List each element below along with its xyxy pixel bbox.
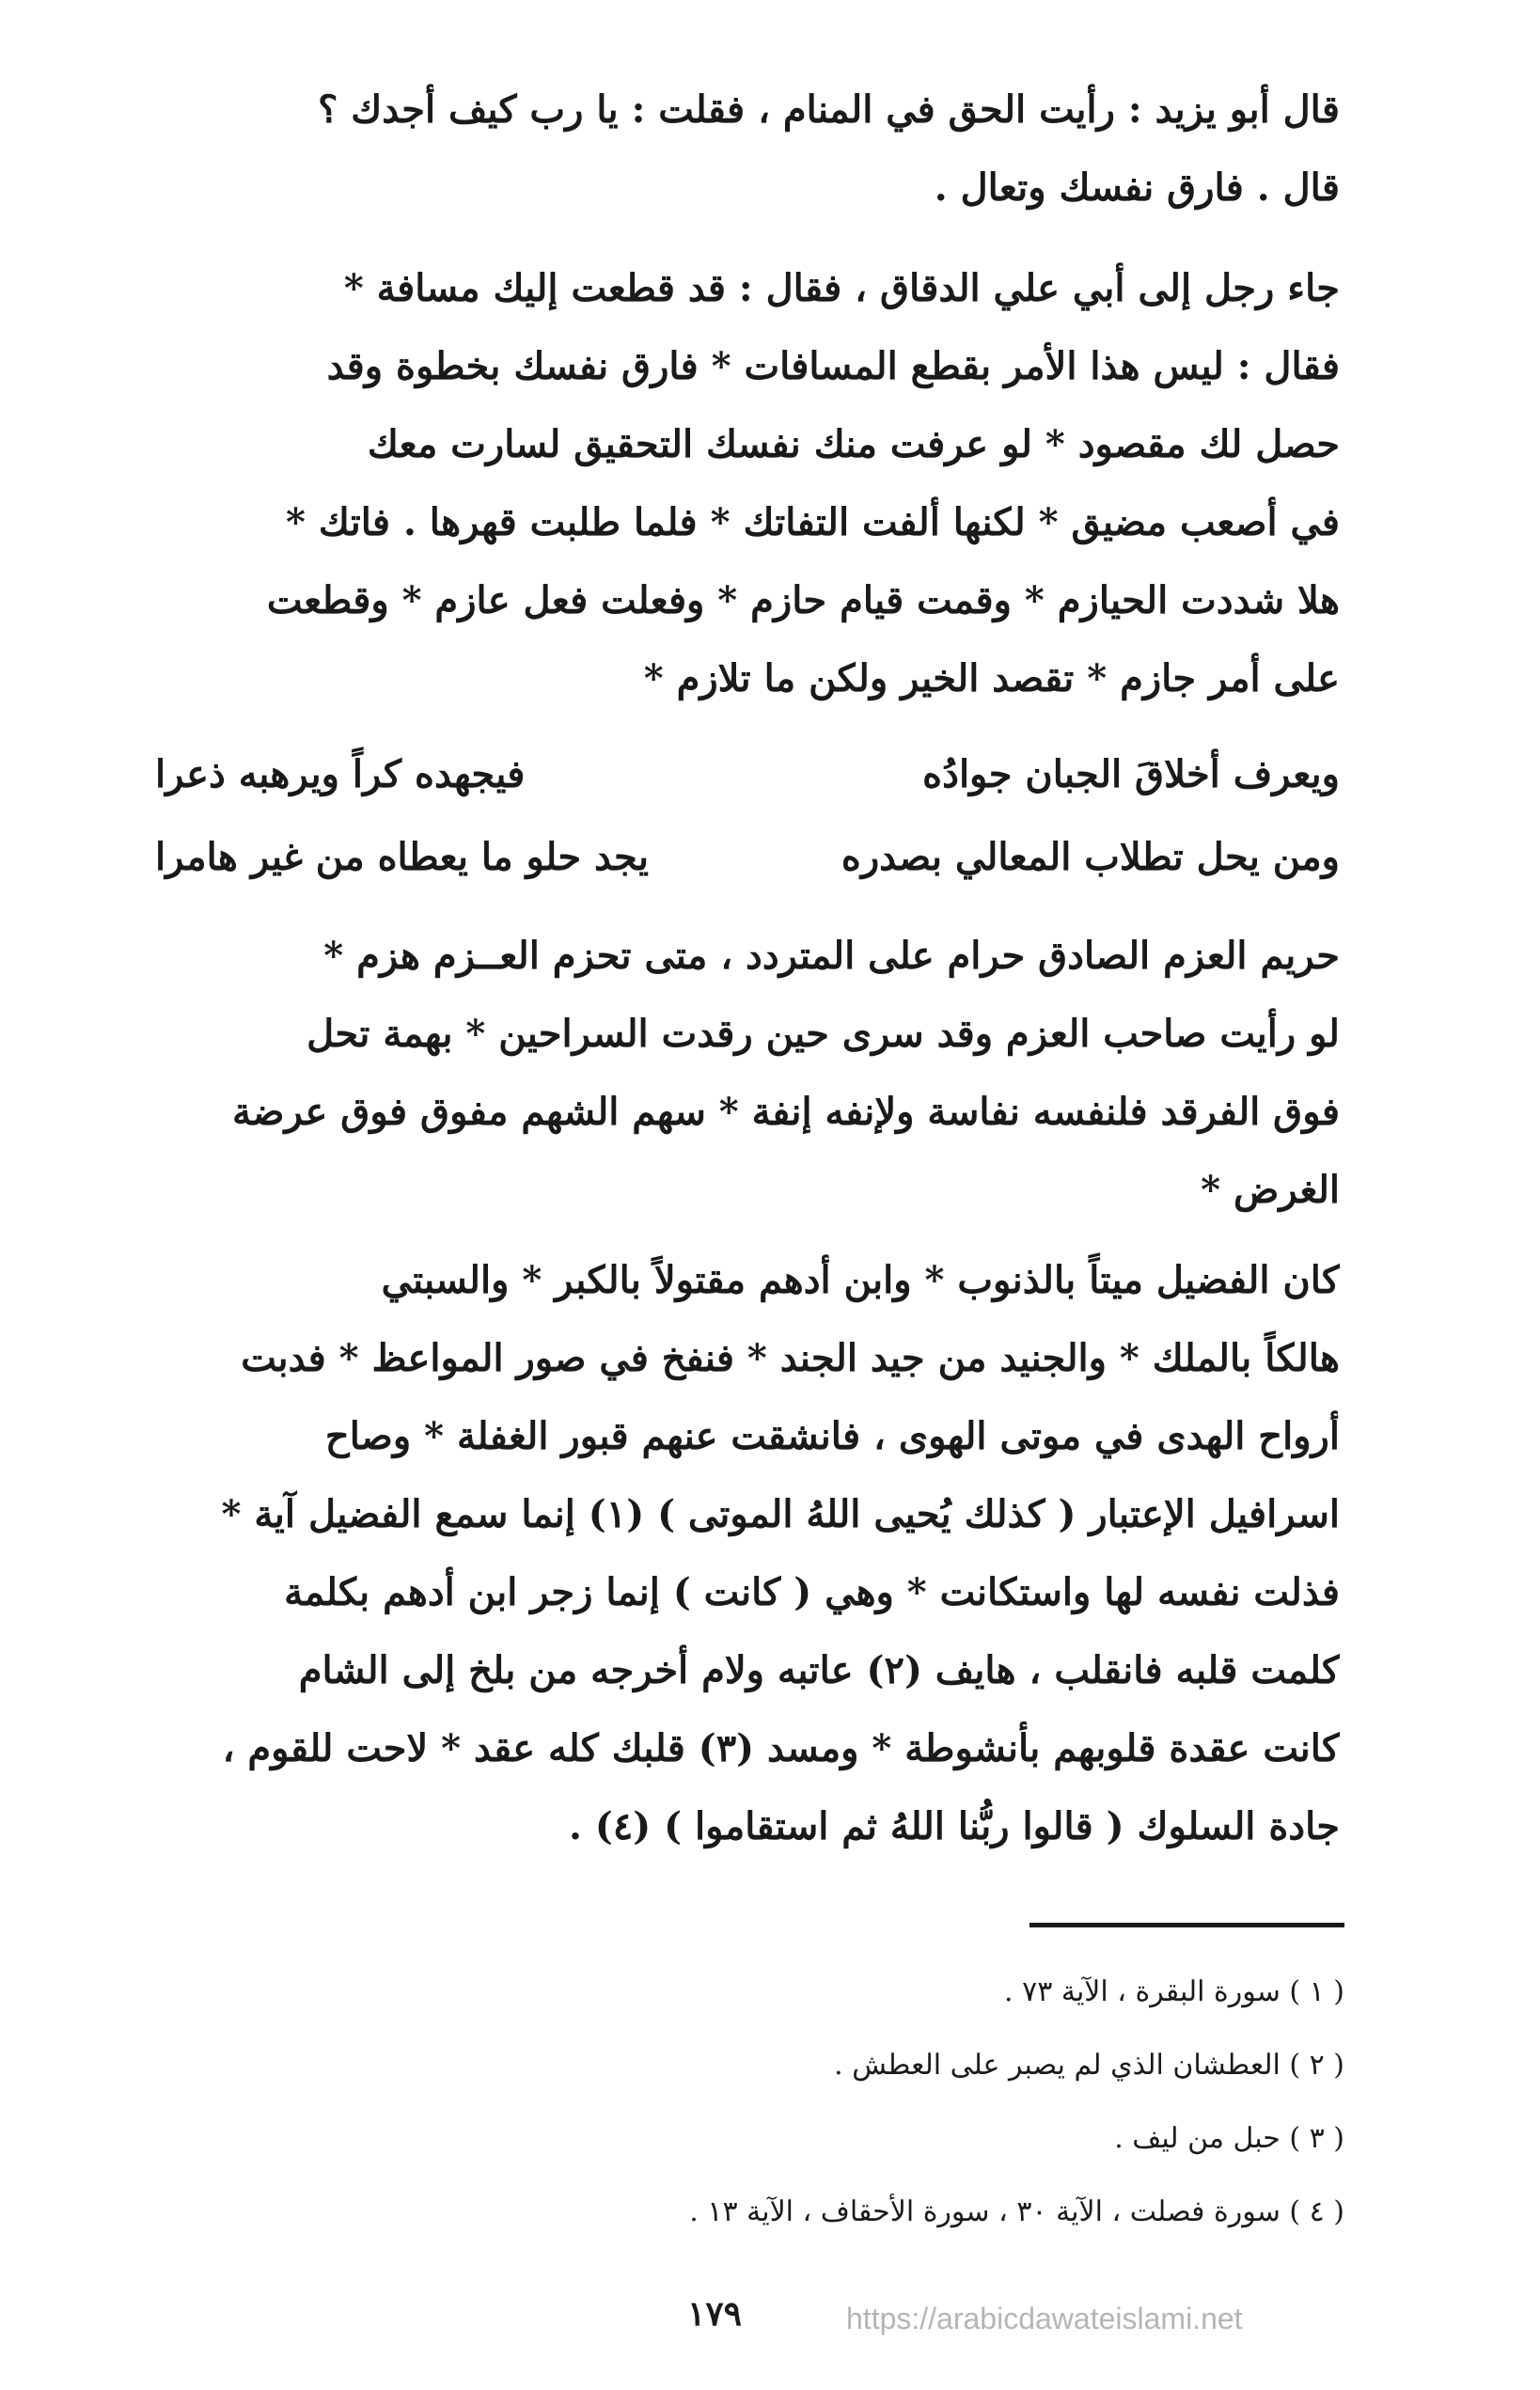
first-hemistich: ويعرف أخلاقَ الجبان جوادُه <box>922 752 1340 796</box>
text-line: جادة السلوك ( قالوا ربُّنا اللهُ ثم استقاموا ) (٤) . <box>569 1804 1340 1848</box>
first-hemistich: ومن يحل تطلاب المعالي بصدره <box>841 835 1340 879</box>
footnote: ( ٤ ) سورة فصلت ، الآية ٣٠ ، سورة الأحقاف ، الآية ١٣ . <box>689 2195 1344 2228</box>
second-hemistich: فيجهده كراً ويرهبه ذعرا <box>155 752 526 796</box>
poem-verses <box>155 733 1340 899</box>
paragraph-resolve <box>155 917 1340 1229</box>
text-line: على أمر جازم * تقصد الخير ولكن ما تلازم * <box>643 656 1340 700</box>
text-line: جاء رجل إلى أبي علي الدقاق ، فقال : قد قطعت إليك مسافة * <box>343 266 1340 310</box>
footnote: ( ١ ) سورة البقرة ، الآية ٧٣ . <box>1004 1975 1344 2008</box>
text-line: كلمت قلبه فانقلب ، هايف (٢) عاتبه ولام أخرجه من بلخ إلى الشام <box>298 1648 1340 1692</box>
paragraph-fudayl <box>155 1241 1340 1865</box>
footnote: ( ٣ ) حبل من ليف . <box>1114 2122 1344 2155</box>
paragraph-abu-yazid <box>155 71 1340 227</box>
text-line: فوق الفرقد فلنفسه نفاسة ولإنفه إنفة * سهم الشهم مفوق فوق عرضة <box>232 1090 1340 1134</box>
verse-line <box>155 816 1340 899</box>
footnotes <box>155 1956 1344 2249</box>
paragraph-daqqaq <box>155 249 1340 717</box>
text-line: قال . فارق نفسك وتعال . <box>934 165 1340 210</box>
text-line: هلا شددت الحيازم * وقمت قيام حازم * وفعلت فعل عازم * وقطعت <box>266 578 1340 622</box>
text-line: لو رأيت صاحب العزم وقد سرى حين رقدت السراحين * بهمة تحل <box>306 1012 1340 1056</box>
text-line: كانت عقدة قلوبهم بأنشوطة * ومسد (٣) قلبك كله عقد * لاحت للقوم ، <box>222 1726 1340 1770</box>
second-hemistich: يجد حلو ما يعطاه من غير هامرا <box>155 835 649 879</box>
text-line: فذلت نفسه لها واستكانت * وهي ( كانت ) إنما زجر ابن أدهم بكلمة <box>284 1570 1340 1614</box>
text-line: هالكاً بالملك * والجنيد من جيد الجند * فنفخ في صور المواعظ * فدبت <box>241 1336 1340 1380</box>
footnote: ( ٢ ) العطشان الذي لم يصبر على العطش . <box>834 2049 1344 2082</box>
footnote-separator <box>1029 1923 1344 1927</box>
text-line: الغرض * <box>1201 1168 1340 1212</box>
text-line: قال أبو يزيد : رأيت الحق في المنام ، فقلت : يا رب كيف أجدك ؟ <box>318 87 1340 132</box>
text-line: فقال : ليس هذا الأمر بقطع المسافات * فارق نفسك بخطوة وقد <box>326 344 1340 388</box>
text-line: في أصعب مضيق * لكنها ألفت التفاتك * فلما طلبت قهرها . فاتك * <box>286 500 1340 544</box>
verse-line <box>155 733 1340 816</box>
text-line: حصل لك مقصود * لو عرفت منك نفسك التحقيق لسارت معك <box>367 422 1340 466</box>
text-line: كان الفضيل ميتاً بالذنوب * وابن أدهم مقتولاً بالكبر * والسبتي <box>381 1258 1340 1302</box>
text-line: اسرافيل الإعتبار ( كذلك يُحيى اللهُ الموتى ) (١) إنما سمع الفضيل آية * <box>221 1492 1340 1536</box>
watermark-url: https://arabicdawateislami.net <box>846 2302 1243 2335</box>
text-line: أرواح الهدى في موتى الهوى ، فانشقت عنهم قبور الغفلة * وصاح <box>324 1414 1340 1458</box>
text-line: حريم العزم الصادق حرام على المتردد ، متى تحزم العــزم هزم * <box>323 934 1340 978</box>
page-number: ١٧٩ <box>686 2294 742 2334</box>
